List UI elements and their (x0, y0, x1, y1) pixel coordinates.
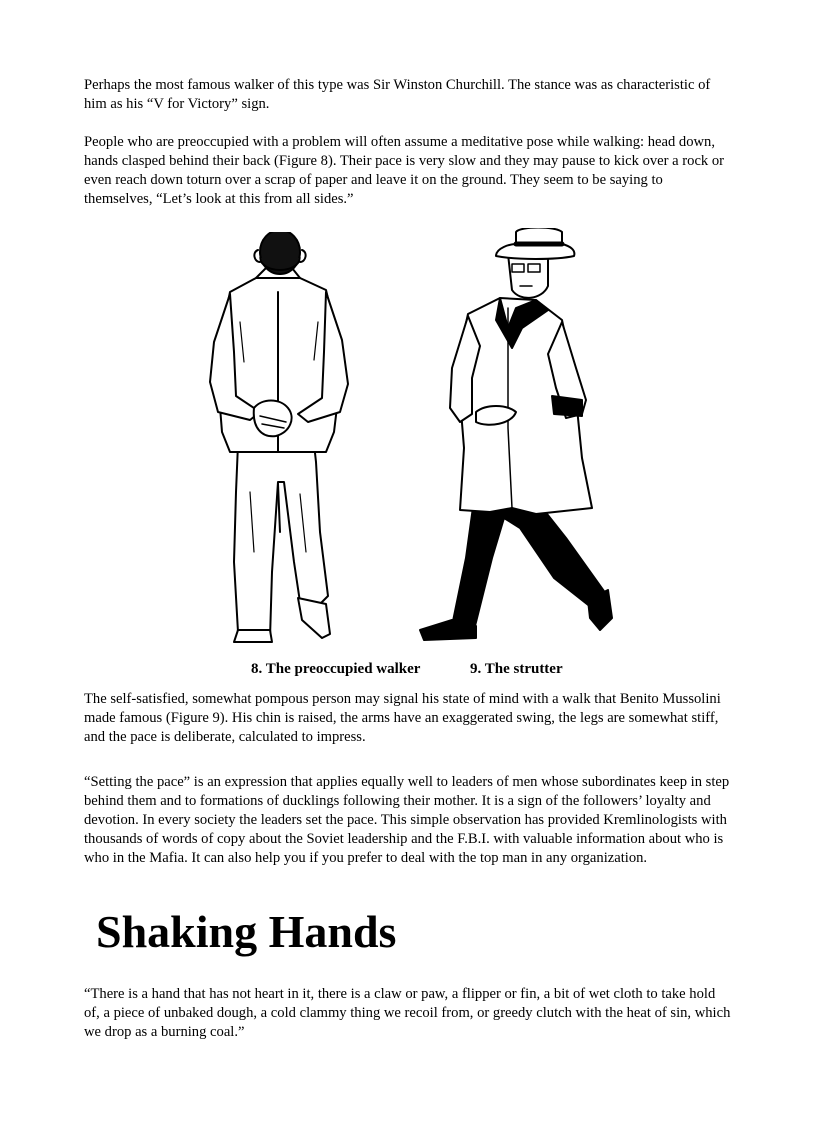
section-heading: Shaking Hands (96, 906, 397, 957)
paragraph-churchill: Perhaps the most famous walker of this type was Sir Winston Churchill. The stance was as characteristic of him as his “V for Victory” sign. (84, 77, 711, 112)
figure-caption-strutter: 9. The strutter (470, 661, 563, 677)
paragraph-preoccupied: People who are preoccupied with a problem will often assume a meditative pose while walking: head down, hands clasped behind their back (Figure 8). Their pace is very slow and they may pause to kick over a rock or even reach down toturn over a scrap of paper and leave it on the ground. They seem to be saying to themselves, “Let’s look at this from all sides.” (84, 134, 725, 207)
figure-caption-preoccupied: 8. The preoccupied walker (251, 661, 421, 677)
paragraph-handshake-quote: “There is a hand that has not heart in it, there is a claw or paw, a flipper or fin, a bit of wet cloth to take hold of, a piece of unbaked dough, a cold clammy thing we recoil from, or greedy clutch with the heat of sin, which we drop as a burning coal.” (84, 986, 731, 1040)
figure-preoccupied-walker (200, 232, 360, 644)
paragraph-strutter: The self-satisfied, somewhat pompous person may signal his state of mind with a walk that Benito Mussolini made famous (Figure 9). His chin is raised, the arms have an exaggerated swing, the legs are somewhat stiff, and the pace is deliberate, calculated to impress. (84, 691, 721, 745)
figure-strutter (416, 228, 614, 644)
paragraph-setting-the-pace: “Setting the pace” is an expression that applies equally well to leaders of men whose subordinates keep in step behind them and to formations of ducklings following their mother. It is a sign of the followers’ loyalty and devotion. In every society the leaders set the pace. This simple observation has provided Kremlinologists with thousands of words of copy about the Soviet leadership and the F.B.I. with valuable information about who is who in the Mafia. It can also help you if you prefer to deal with the top man in any organization. (84, 774, 730, 866)
